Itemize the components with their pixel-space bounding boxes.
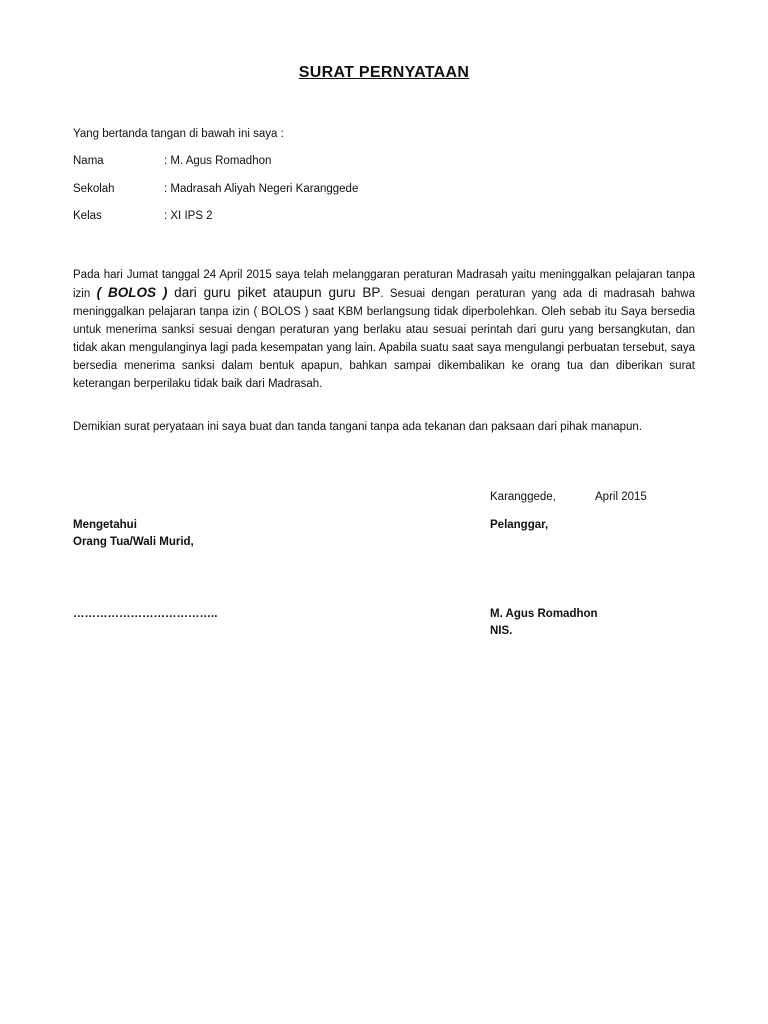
statement-bp: BP (362, 285, 381, 300)
statement-part-3: dari guru piket ataupun guru (167, 285, 363, 300)
signature-place: Karanggede, (490, 491, 556, 503)
field-label-nama: Nama (73, 155, 104, 167)
field-label-kelas: Kelas (73, 210, 102, 222)
left-signature-line1: Mengetahui (73, 519, 137, 531)
statement-paragraph (73, 266, 695, 393)
field-label-sekolah: Sekolah (73, 183, 115, 195)
right-signature-name: M. Agus Romadhon (490, 608, 598, 620)
closing-paragraph: Demikian surat peryataan ini saya buat dan tanda tangani tanpa ada tekanan dan paksaan dari pihak manapun. (73, 421, 643, 433)
field-value-sekolah: : Madrasah Aliyah Negeri Karanggede (164, 183, 359, 195)
left-signature-line2: Orang Tua/Wali Murid, (73, 536, 194, 548)
right-signature-role: Pelanggar, (490, 519, 549, 531)
document-title-wrap (0, 64, 768, 82)
signature-date: April 2015 (595, 491, 647, 503)
document-title: SURAT PERNYATAAN (298, 64, 470, 81)
statement-part-1: Pada hari Jumat tanggal 24 April 2015 saya telah melanggaran peraturan Madrasah yaitu meninggalkan pelajaran tanpa izin (73, 269, 695, 300)
field-value-nama: : M. Agus Romadhon (164, 155, 272, 167)
statement-bolos-emphasis: ( BOLOS ) (96, 285, 168, 300)
field-value-kelas: : XI IPS 2 (164, 210, 213, 222)
left-signature-blank: ……………………………….. (73, 608, 218, 620)
right-signature-nis: NIS. (490, 625, 513, 637)
intro-text: Yang bertanda tangan di bawah ini saya : (73, 128, 284, 140)
statement-part-5: . Sesuai dengan peraturan yang ada di madrasah bahwa meninggalkan pelajaran tanpa izin ( BOLOS ) saat KBM berlangsung tidak diperbolehkan. Oleh sebab itu Saya bersedia untuk menerima sanksi sesuai dengan peraturan yang berlaku atau sesuai perintah dari guru yang bersangkutan, dan tidak akan mengulanginya lagi pada kesempatan yang lain. Apabila suatu saat saya mengulangi perbuatan tersebut, saya bersedia menerima sanksi dalam bentuk apapun, bahkan sampai dikembalikan ke orang tua dan diberikan surat keterangan berperilaku tidak baik dari Madrasah. (73, 288, 696, 390)
